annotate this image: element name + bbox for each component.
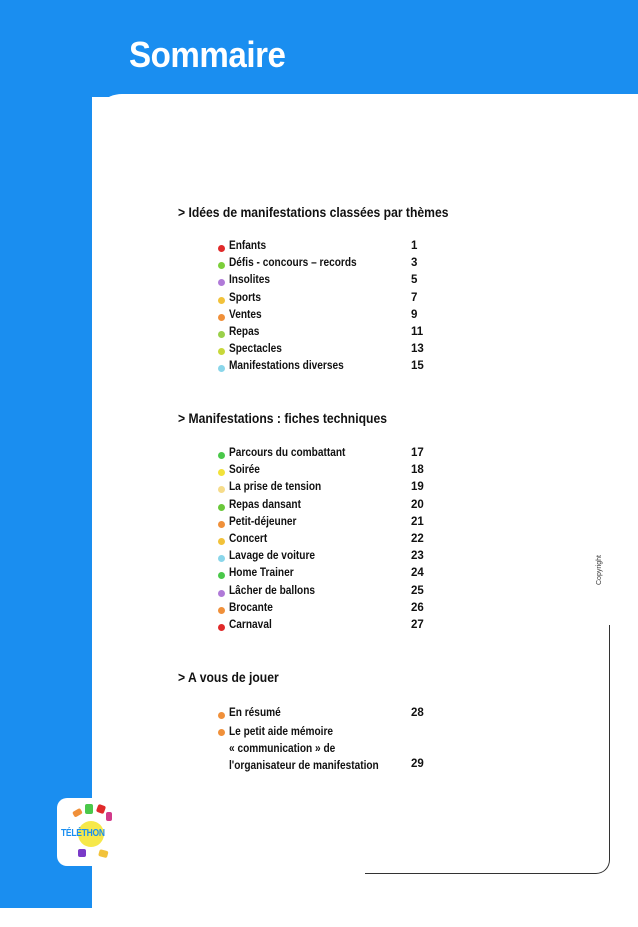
toc-list-fiches <box>218 447 438 636</box>
left-band <box>0 0 92 908</box>
bullet-dot-icon <box>218 348 225 355</box>
copyright-text: Copyright <box>596 555 603 585</box>
bullet-dot-icon <box>218 555 225 562</box>
bullet-dot-icon <box>218 504 225 511</box>
section-title-fiches: > Manifestations : fiches techniques <box>178 411 387 426</box>
toc-item[interactable]: Repas 11 <box>218 326 438 343</box>
bullet-dot-icon <box>218 607 225 614</box>
bullet-dot-icon <box>218 331 225 338</box>
telethon-logo <box>57 798 125 866</box>
toc-item[interactable]: Concert 22 <box>218 533 438 550</box>
toc-item[interactable]: Repas dansant 20 <box>218 499 438 516</box>
header-band <box>0 0 638 97</box>
bullet-dot-icon <box>218 729 225 736</box>
bullet-dot-icon <box>218 297 225 304</box>
corner-rule <box>365 625 610 874</box>
logo-text: TÉLÉTHON <box>61 828 105 839</box>
toc-item[interactable]: Spectacles 13 <box>218 343 438 360</box>
bullet-dot-icon <box>218 314 225 321</box>
toc-list-themes <box>218 240 438 378</box>
bullet-dot-icon <box>218 279 225 286</box>
bullet-dot-icon <box>218 245 225 252</box>
toc-item[interactable]: Enfants 1 <box>218 240 438 257</box>
toc-item[interactable]: Ventes 9 <box>218 309 438 326</box>
toc-item[interactable]: Défis - concours – records 3 <box>218 257 438 274</box>
bullet-dot-icon <box>218 624 225 631</box>
toc-item[interactable]: Manifestations diverses 15 <box>218 360 438 377</box>
section-title-jouer: > A vous de jouer <box>178 670 279 685</box>
toc-item[interactable]: Brocante 26 <box>218 602 438 619</box>
bullet-dot-icon <box>218 572 225 579</box>
toc-item[interactable]: Le petit aide mémoire « communication » de l'organisateur de manifestation 29 <box>218 724 438 775</box>
toc-item[interactable]: Lavage de voiture 23 <box>218 550 438 567</box>
toc-item[interactable]: Sports 7 <box>218 292 438 309</box>
toc-item[interactable]: Insolites 5 <box>218 274 438 291</box>
section-title-themes: > Idées de manifestations classées par thèmes <box>178 205 449 220</box>
page-title: Sommaire <box>129 34 286 75</box>
toc-item[interactable]: Soirée 18 <box>218 464 438 481</box>
toc-item[interactable]: En résumé 28 <box>218 707 438 724</box>
toc-item[interactable]: Parcours du combattant 17 <box>218 447 438 464</box>
bullet-dot-icon <box>218 452 225 459</box>
bullet-dot-icon <box>218 486 225 493</box>
toc-item[interactable]: Petit-déjeuner 21 <box>218 516 438 533</box>
toc-item[interactable]: Lâcher de ballons 25 <box>218 585 438 602</box>
bullet-dot-icon <box>218 538 225 545</box>
bullet-dot-icon <box>218 712 225 719</box>
toc-item[interactable]: La prise de tension 19 <box>218 481 438 498</box>
toc-item[interactable]: Carnaval 27 <box>218 619 438 636</box>
toc-item[interactable]: Home Trainer 24 <box>218 567 438 584</box>
bullet-dot-icon <box>218 469 225 476</box>
bullet-dot-icon <box>218 365 225 372</box>
bullet-dot-icon <box>218 590 225 597</box>
bullet-dot-icon <box>218 521 225 528</box>
bullet-dot-icon <box>218 262 225 269</box>
